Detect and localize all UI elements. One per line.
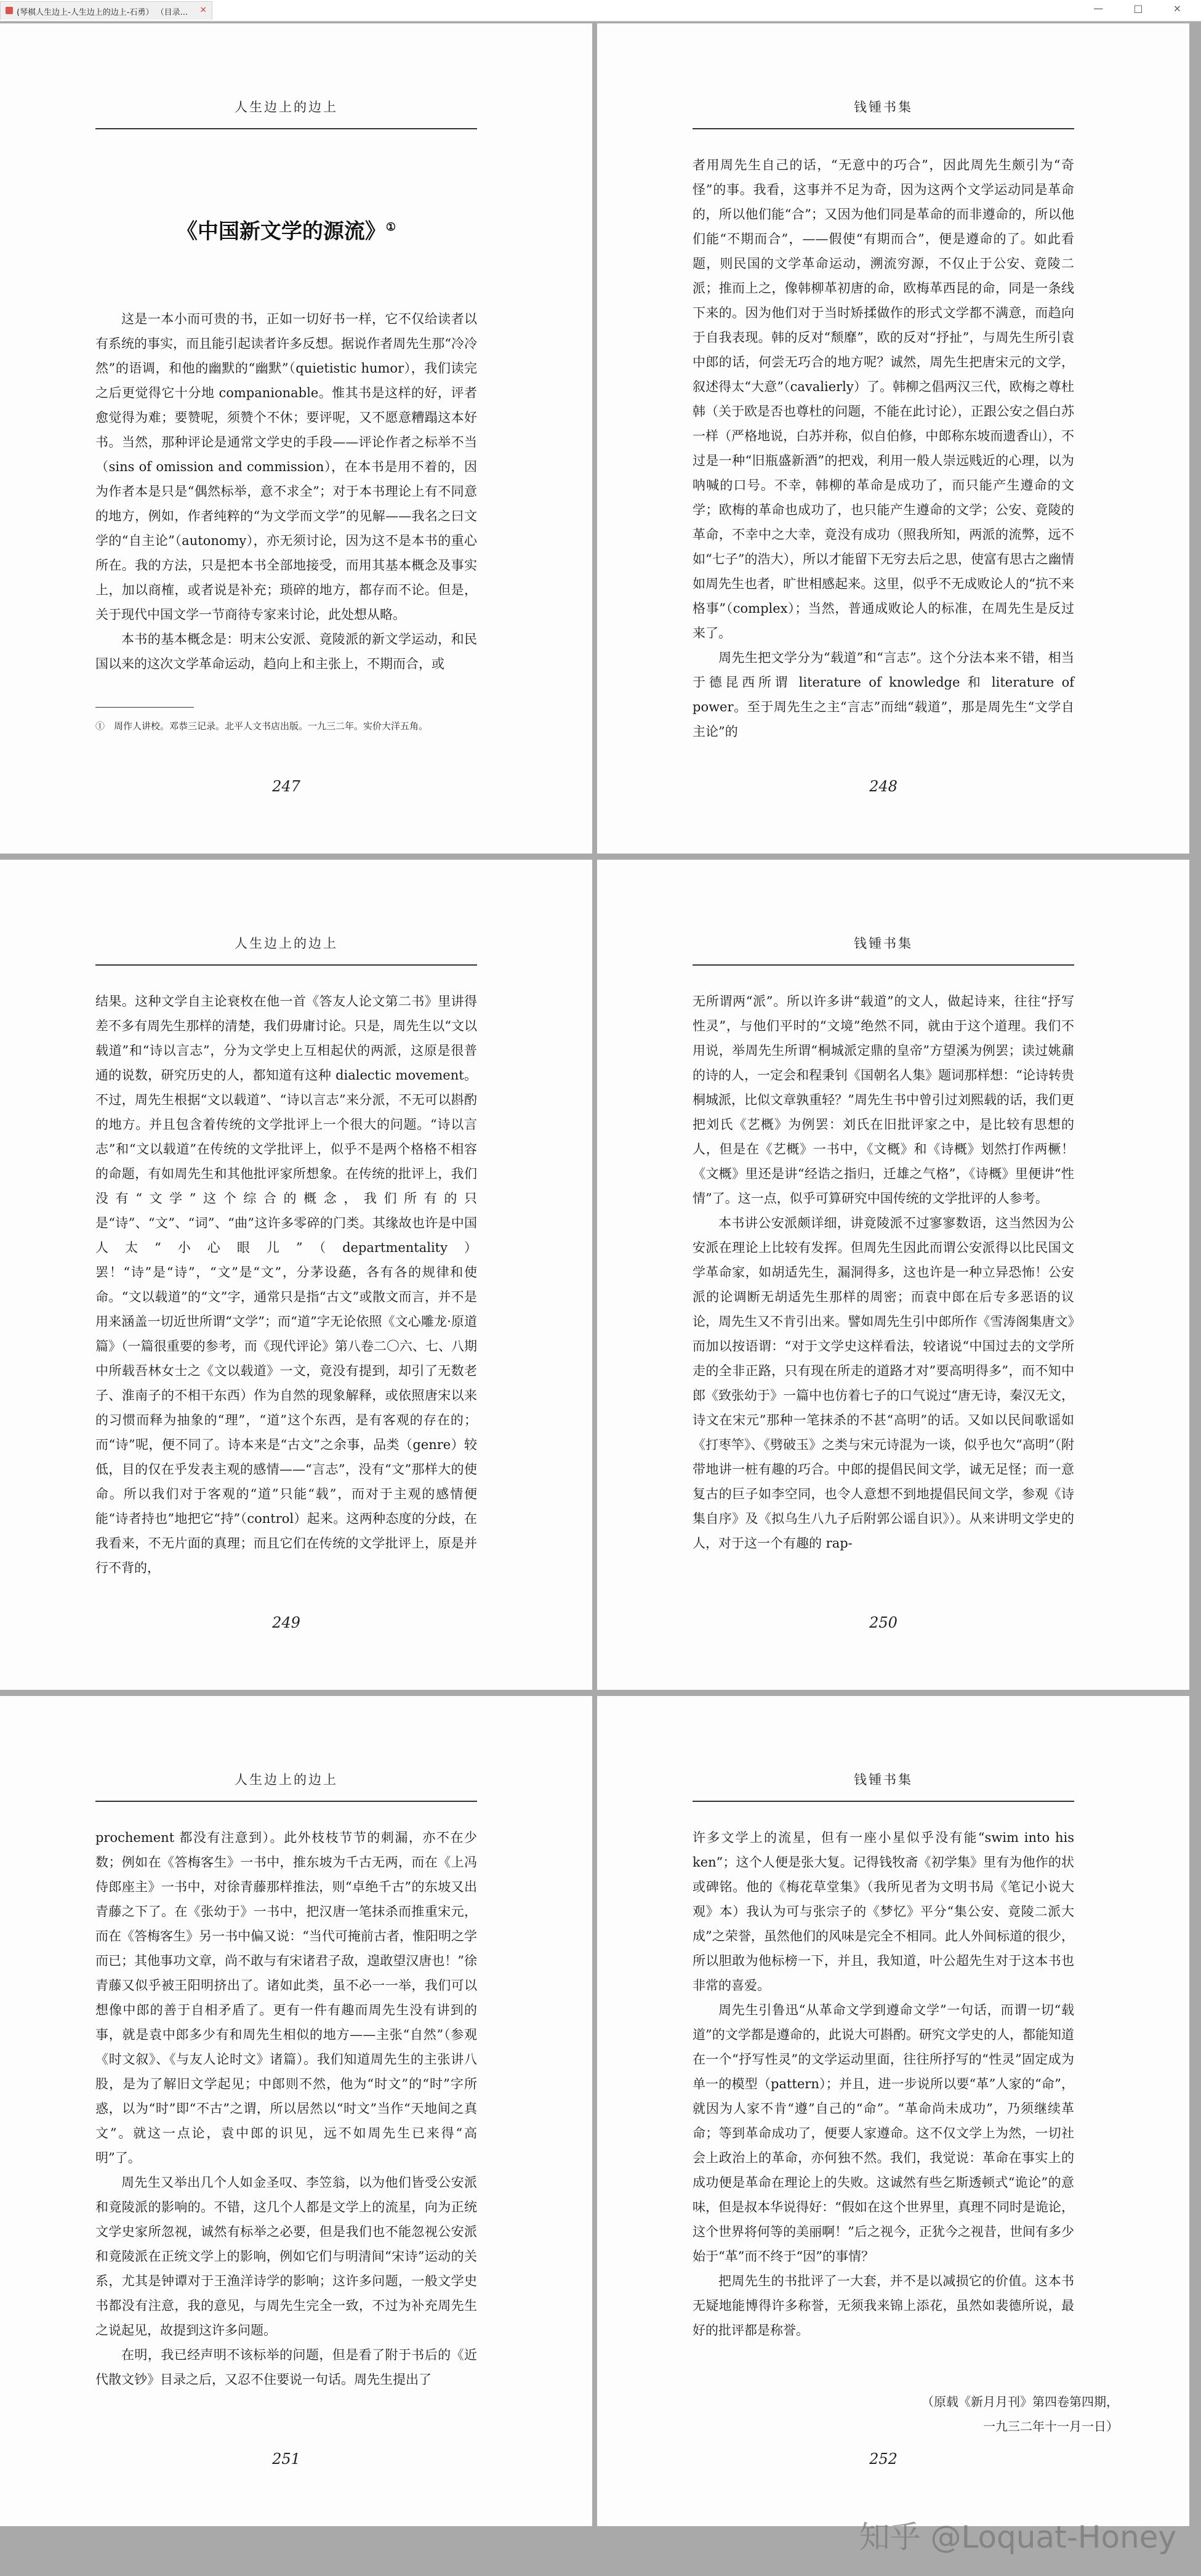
pdf-icon	[6, 7, 13, 14]
page-body	[693, 153, 1074, 744]
paragraph: 本书的基本概念是：明末公安派、竟陵派的新文学运动，和民国以来的这次文学革命运动，趋向上和主张上，不期而合，或	[95, 632, 477, 671]
running-header: 人生边上的边上	[235, 936, 338, 951]
tab-title: (琴棋人生边上-人生边上的边上-石勇） （目录...	[17, 8, 188, 17]
tab-close-button[interactable]: ×	[199, 5, 207, 15]
source-date: 一九三二年十一月一日）	[983, 2419, 1119, 2434]
paragraph: 无所谓两“派”。所以许多讲“载道”的文人，做起诗来，往往“抒写性灵”，与他们平时的“文境”绝然不同，就由于这个道理。我们不用说，举周先生所谓“桐城派定鼎的皇帝”方望溪为例罢；读过姚鼐的诗的人，一定会和程秉钊《国朝名人集》题词那样想：“论诗转贵桐城派，比似文章孰重轻？”周先生书中曾引过刘熙载的话，我们更把刘氏《艺概》为例罢：刘氏在旧批评家之中，是比较有思想的人，但是在《艺概》一书中，《文概》和《诗概》划然打作两橛！《文概》里还是讲“经诰之指归，迁雄之气格”，《诗概》里便讲“性情”了。这一点，似乎可算研究中国传统的文学批评的人参考。	[693, 994, 1074, 1206]
document-tab[interactable]	[0, 1, 212, 20]
page-number: 251	[272, 2450, 300, 2468]
header-rule	[95, 964, 477, 966]
footnote: ① 周作人讲校。邓恭三记录。北平人文书店出版。一九三二年。实价大洋五角。	[95, 721, 428, 732]
paragraph: 周先生引鲁迅“从革命文学到遵命文学”一句话，而谓一切“载道”的文学都是遵命的，此说大可斟酌。研究文学史的人，都能知道在一个“抒写性灵”的文学运动里面，往往所抒写的“性灵”固定成为单一的模型（pattern）；并且，进一步说所以要“革”人家的“命”，就因为人家不肯“遵”自己的“命”。“革命尚未成功”，乃须继续革命；等到革命成功了，便要人家遵命。这不仅文学上为然，一切社会上政治上的革命，亦何独不然。我们，我觉说：革命在事实上的成功便是革命在理论上的失败。这诚然有些乞斯透顿式“诡论”的意味，但是叔本华说得好：“假如在这个世界里，真理不同时是诡论，这个世界将何等的美丽啊！”后之视今，正犹今之视昔，世间有多少始于“革”而不终于“因”的事情？	[693, 2003, 1074, 2264]
paragraph: 周先生把文学分为“载道”和“言志”。这个分法本来不错，相当于德昆西所谓 literature of knowledge 和 literature of power。至于周先生之主“言志”而绌“载道”，那是周先生“文学自主论”的	[693, 650, 1074, 739]
paragraph: 者用周先生自己的话，“无意中的巧合”，因此周先生颇引为“奇怪”的事。我看，这事并不足为奇，因为这两个文学运动同是革命的，所以他们能“合”；又因为他们同是革命的而非遵命的，所以他们能“不期而合”，——假使“有期而合”，便是遵命的了。如此看题，则民国的文学革命运动，溯流穷源，不仅止于公安、竟陵二派；推而上之，像韩柳革初唐的命，欧梅革西昆的命，同是一条线下来的。因为他们对于当时矫揉做作的形式文学都不满意，而趋向于自我表现。韩的反对“颓靡”，欧的反对“抒扯”，与周先生所引袁中郎的话，何尝无巧合的地方呢？诚然，周先生把唐宋元的文学，叙述得太“大意”（cavalierly）了。韩柳之倡两汉三代，欧梅之尊杜韩（关于欧是否也尊杜的问题，不能在此讨论），正跟公安之倡白苏一样（严格地说，白苏并称，似自伯修，中郎称东坡而遗香山），不过是一种“旧瓶盛新酒”的把戏，利用一般人崇远贱近的心理，以为呐喊的口号。不幸，韩柳的革命是成功了，而只能产生遵命的文学；欧梅的革命也成功了，也只能产生遵命的文学；公安、竟陵的革命，不幸中之大幸，竟没有成功（照我所知，两派的流弊，远不如“七子”的浩大），所以才能留下无穷去后之思，使富有思古之幽情如周先生也者，旷世相感起来。这里，似乎不无成败论人的“抗不来格事”（complex）；当然，普通成败论人的标准，在周先生是反过来了。	[693, 158, 1074, 640]
zhihu-watermark: 知乎 @Loquat-Honey	[859, 2519, 1176, 2555]
running-header: 钱锺书集	[854, 100, 913, 115]
article-title: 《中国新文学的源流》①	[176, 219, 396, 244]
page-249	[0, 860, 592, 1690]
page-body	[693, 1825, 1074, 2343]
page-number: 248	[869, 778, 898, 795]
header-rule	[693, 1801, 1074, 1802]
paragraph: 周先生又举出几个人如金圣叹、李笠翁，以为他们皆受公安派和竟陵派的影响的。不错，这几个人都是文学上的流星，向为正统文学史家所忽视，诚然有标举之必要，但是我们也不能忽视公安派和竟陵派在正统文学上的影响，例如它们与明清间“宋诗”运动的关系，尤其是钟谭对于王渔洋诗学的影响；这许多问题，一般文学史书都没有注意，我的意见，与周先生完全一致，不过为补充周先生之说起见，故提到这许多问题。	[95, 2175, 477, 2338]
running-header: 人生边上的边上	[235, 100, 338, 115]
running-header: 人生边上的边上	[235, 1772, 338, 1787]
page-body	[95, 1825, 477, 2392]
paragraph: 在明，我已经声明不该标举的问题，但是看了附于书后的《近代散文钞》目录之后，又忍不住要说一句话。周先生提出了	[95, 2348, 477, 2387]
header-rule	[95, 1801, 477, 1802]
running-header: 钱锺书集	[854, 1772, 913, 1787]
page-252	[597, 1696, 1189, 2526]
page-number: 250	[869, 1614, 898, 1631]
page-number: 249	[272, 1614, 300, 1631]
page-248	[597, 23, 1189, 854]
running-header: 钱锺书集	[854, 936, 913, 951]
footnote-rule	[95, 707, 194, 708]
paragraph: 本书讲公安派颇详细，讲竟陵派不过寥寥数语，这当然因为公安派在理论上比较有发挥。但周先生因此而谓公安派得以比民国文学革命家，如胡适先生，漏洞得多，这也许是一种立异恐怖！公安派的论调断无胡适先生那样的周密；而袁中郎在后专多恶语的议论，周先生又不肯引出来。譬如周先生引中郎所作《雪涛阁集唐文》而加以按语谓：“对于文学史这样看法，较诸说“中国过去的文学所走的全非正路，只有现在所走的道路才对”要高明得多”，而不知中郎《致张幼于》一篇中也仿着七子的口气说过“唐无诗，秦汉无文，诗文在宋元”那种一笔抹杀的不甚“高明”的话。又如以民间歌谣如《打枣竿》、《劈破玉》之类与宋元诗混为一谈，似乎也欠“高明”（附带地讲一桩有趣的巧合。中郎的提倡民间文学，诚无足怪；而一意复古的巨子如李空同，也令人意想不到地提倡民间文学，参观《诗集自序》及《拟乌生八九子后附郭公谣自识》）。从来讲明文学史的人，对于这一个有趣的 rap-	[693, 1216, 1074, 1551]
window-controls[interactable]: — □ ×	[1093, 2, 1195, 14]
page-251	[0, 1696, 592, 2526]
paragraph: 把周先生的书批评了一大套，并不是以减损它的价值。这本书无疑地能博得许多称誉，无须我来锦上添花，虽然如裴德所说，最好的批评都是称誉。	[693, 2274, 1074, 2338]
header-rule	[95, 128, 477, 129]
paragraph: prochement 都没有注意到）。此外枝枝节节的刺漏，亦不在少数；例如在《答梅客生》一书中，推东坡为千古无两，而在《上冯侍郎座主》一书中，对徐青藤那样推法，则“卓绝千古”的东坡又出青藤之下了。在《张幼于》一书中，把汉唐一笔抹杀而推重宋元，而在《答梅客生》另一书中偏又说：“当代可掩前古者，惟阳明之学而已；其他事功文章，尚不敢与有宋诸君子敌，遑敢望汉唐也！”徐青藤又似乎被王阳明挤出了。诸如此类，虽不必一一举，我们可以想像中郎的善于自相矛盾了。更有一件有趣而周先生没有讲到的事，就是袁中郎多少有和周先生相似的地方——主张“自然”（参观《时文叙》、《与友人论时文》诸篇）。我们知道周先生的主张讲八股，是为了解旧文学起见；中郎则不然，他为“时文”的“时”字所惑，以为“时”即“不古”之谓，所以居然以“时文”当作“天地间之真文”。就这一点论，袁中郎的识见，远不如周先生已来得“高明”了。	[95, 1830, 477, 2165]
window-titlebar	[0, 0, 1201, 22]
page-number: 247	[272, 778, 300, 795]
page-body	[693, 989, 1074, 1556]
page-247	[0, 23, 592, 854]
page-250	[597, 860, 1189, 1690]
paragraph: 许多文学上的流星，但有一座小星似乎没有能“swim into his ken”；这个人便是张大复。记得钱牧斋《初学集》里有为他作的状或碑铭。他的《梅花草堂集》（我所见者为文明书局《笔记小说大观》本）我认为可与张宗子的《梦忆》平分“集公安、竟陵二派大成”之荣誉，虽然他们的风味是完全不相同。此人外间标道的很少，所以胆敢为他标榜一下，并且，我知道，叶公超先生对于这本书也非常的喜爱。	[693, 1830, 1074, 1993]
source-note: （原载《新月月刊》第四卷第四期，	[922, 2394, 1119, 2409]
paragraph: 结果。这种文学自主论衰枚在他一首《答友人论文第二书》里讲得差不多有周先生那样的清楚，我们毋庸讨论。只是，周先生以“文以载道”和“诗以言志”，分为文学史上互相起伏的两派，这原是很普通的说数，研究历史的人，都知道有这种 dialectic movement。不过，周先生根据“文以载道”、“诗以言志”来分派，不无可以斟酌的地方。并且包含着传统的文学批评上一个很大的问题。“诗以言志”和“文以载道”在传统的文学批评上，似乎不是两个格格不相容的命题，有如周先生和其他批评家所想象。在传统的批评上，我们没有“文学”这个综合的概念，我们所有的只是“诗”、“文”、“词”、“曲”这许多零碎的门类。其缘故也许是中国人太“小心眼儿”（departmentality）罢！“诗”是“诗”，“文”是“文”，分茅设蕝，各有各的规律和使命。“文以载道”的“文”字，通常只是指“古文”或散文而言，并不是用来涵盖一切近世所谓“文学”；而“道”字无论依照《文心雕龙·原道篇》（一篇很重要的参考，而《现代评论》第八卷二〇六、七、八期中所载吾林女士之《文以载道》一文，竟没有提到，却引了无数老子、淮南子的不相干东西）作为自然的现象解释，或依照唐宋以来的习惯而释为抽象的“理”，“道”这个东西，是有客观的存在的；而“诗”呢，便不同了。诗本来是“古文”之余事，品类（genre）较低，目的仅在乎发表主观的感情——“言志”，没有“文”那样大的使命。所以我们对于客观的“道”只能“载”，而对于主观的感情便能“诗者持也”地把它“持”（control）起来。这两种态度的分歧，在我看来，不无片面的真理；而且它们在传统的文学批评上，原是并行不背的，	[95, 994, 477, 1575]
header-rule	[693, 128, 1074, 129]
page-number: 252	[869, 2450, 898, 2468]
header-rule	[693, 964, 1074, 966]
page-body	[95, 989, 477, 1580]
page-body	[95, 307, 477, 676]
paragraph: 这是一本小而可贵的书，正如一切好书一样，它不仅给读者以有系统的事实，而且能引起读者许多反想。据说作者周先生那“冷冷然”的语调，和他的幽默的“幽默”（quietistic humor），我们读完之后更觉得它十分地 companionable。惟其书是这样的好，评者愈觉得为难；要赞呢，须赞个不休；要评呢，又不愿意糟蹋这本好书。当然，那种评论是通常文学史的手段——评论作者之标举不当（sins of omission and commission），在本书是用不着的，因为作者本是只是“偶然标举，意不求全”；对于本书理论上有不同意的地方，例如，作者纯粹的“为文学而文学”的见解——我名之曰文学的“自主论”（autonomy），亦无须讨论，因为这不是本书的重心所在。我的方法，只是把本书全部地接受，而用其基本概念及事实上，加以商榷，或者说是补充；琐碎的地方，都存而不论。但是，关于现代中国文学一节商待专家来讨论，此处想从略。	[95, 312, 477, 622]
footnote-marker: ①	[385, 220, 396, 234]
